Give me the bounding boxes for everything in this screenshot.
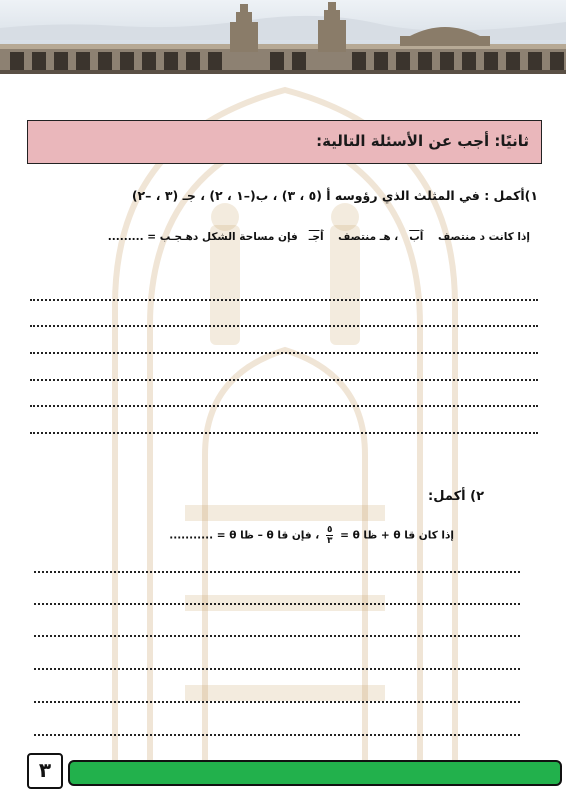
fraction-five-thirds bbox=[326, 525, 334, 546]
answer-line bbox=[30, 352, 538, 354]
answer-line bbox=[30, 432, 538, 434]
answer-line bbox=[30, 379, 538, 381]
question-1-sub-mid: ، هـ منتصف bbox=[338, 231, 399, 243]
question-1-sub-suffix: فإن مساحة الشكل دهـجـب = ......... bbox=[107, 231, 298, 243]
question-2-sub-prefix: إذا كان قا θ + ظا θ = bbox=[340, 529, 454, 542]
answer-line bbox=[30, 405, 538, 407]
header-banner-image bbox=[0, 0, 566, 74]
answer-line bbox=[34, 734, 520, 736]
answer-line bbox=[34, 603, 520, 605]
answer-line bbox=[34, 635, 520, 637]
question-1-subtext bbox=[108, 231, 530, 243]
question-1-sub-prefix: إذا كانت د منتصف bbox=[438, 231, 530, 243]
section-heading: ثانيًا: أجب عن الأسئلة التالية: bbox=[316, 132, 529, 150]
fraction-numerator: ٥ bbox=[326, 525, 333, 535]
question-2-sub-suffix: ، فإن قا θ – ظا θ = ........... bbox=[169, 529, 320, 542]
answer-line bbox=[30, 325, 538, 327]
answer-line bbox=[34, 668, 520, 670]
answer-line bbox=[34, 701, 520, 703]
question-2-subtext bbox=[169, 525, 454, 546]
question-1-text: ١)أكمل : في المثلث الذي رؤوسه أ (٥ ، ٣) ، ب(–١ ، ٢) ، جـ (٣ ، –٢) bbox=[131, 188, 538, 203]
footer-green-bar bbox=[68, 760, 562, 786]
fraction-denominator: ٣ bbox=[326, 536, 333, 546]
mosque-watermark-image bbox=[95, 75, 475, 765]
segment-ab: أب bbox=[409, 231, 424, 243]
answer-line bbox=[34, 571, 520, 573]
segment-ac: أجـ bbox=[308, 231, 324, 243]
page-number: ٣ bbox=[27, 753, 63, 789]
answer-line bbox=[30, 299, 538, 301]
question-2-label: ٢) أكمل: bbox=[428, 489, 484, 504]
section-heading-box bbox=[27, 120, 542, 164]
